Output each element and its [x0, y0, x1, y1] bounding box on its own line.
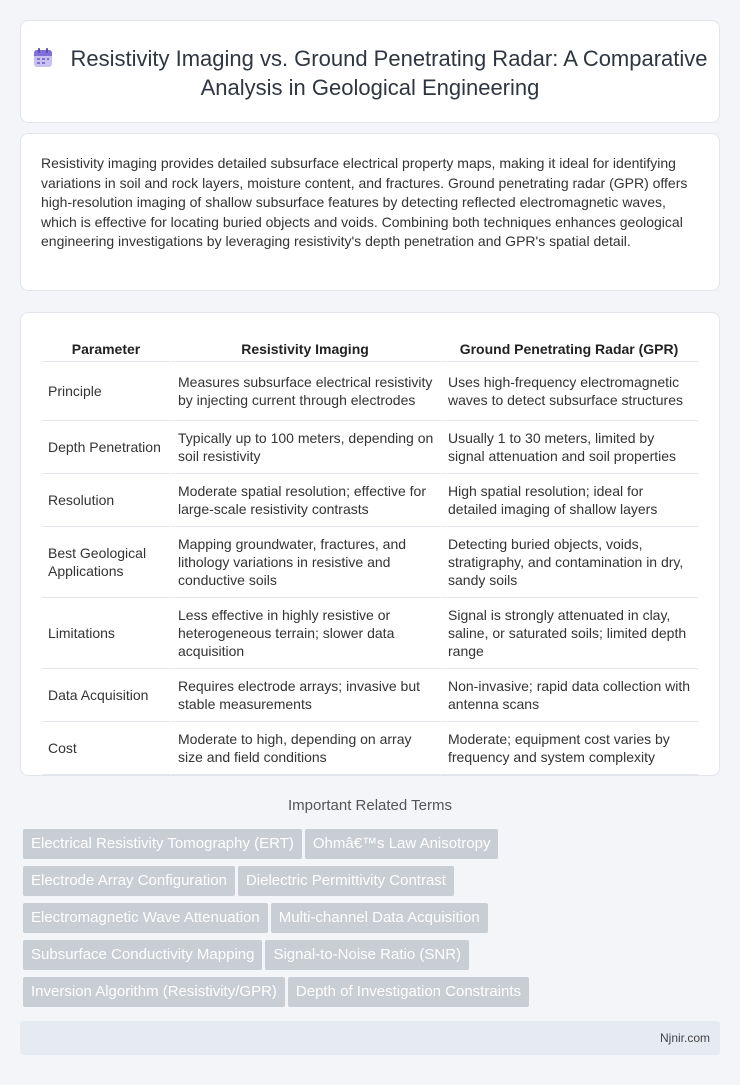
- table-row: [42, 361, 698, 420]
- row-gpr: Non-invasive; rapid data collection with antenna scans: [440, 668, 698, 721]
- footer: [20, 1021, 720, 1055]
- row-resistivity: Requires electrode arrays; invasive but stable measurements: [170, 668, 440, 721]
- row-parameter: Cost: [42, 721, 170, 775]
- related-terms: [23, 829, 723, 1014]
- term-tag[interactable]: Depth of Investigation Constraints: [288, 977, 529, 1007]
- calendar-icon: [32, 47, 54, 69]
- term-tag[interactable]: Electrode Array Configuration: [23, 866, 235, 896]
- term-tag[interactable]: Inversion Algorithm (Resistivity/GPR): [23, 977, 285, 1007]
- tag-row: [23, 940, 723, 977]
- tag-row: [23, 866, 723, 903]
- term-tag[interactable]: Electromagnetic Wave Attenuation: [23, 903, 268, 933]
- header-resistivity: Resistivity Imaging: [241, 341, 369, 357]
- row-resistivity: Moderate to high, depending on array size and field conditions: [170, 721, 440, 775]
- table-row: [42, 597, 698, 668]
- row-resistivity: Mapping groundwater, fractures, and lithology variations in resistive and conductive soils: [170, 526, 440, 597]
- comparison-table: [42, 333, 698, 775]
- row-gpr: Uses high-frequency electromagnetic waves to detect subsurface structures: [440, 361, 698, 420]
- row-gpr: Usually 1 to 30 meters, limited by signal attenuation and soil properties: [440, 420, 698, 473]
- term-tag[interactable]: Electrical Resistivity Tomography (ERT): [23, 829, 302, 859]
- row-gpr: Moderate; equipment cost varies by frequency and system complexity: [440, 721, 698, 775]
- row-gpr: Detecting buried objects, voids, stratigraphy, and contamination in dry, sandy soils: [440, 526, 698, 597]
- row-resistivity: Measures subsurface electrical resistivity by injecting current through electrodes: [170, 361, 440, 420]
- row-parameter: Depth Penetration: [42, 420, 170, 473]
- title-wrap: [21, 44, 719, 102]
- table-row: [42, 668, 698, 721]
- term-tag[interactable]: Ohmâ€™s Law Anisotropy: [305, 829, 499, 859]
- title-card: [20, 20, 720, 123]
- tag-row: [23, 829, 723, 866]
- row-parameter: Best Geological Applications: [42, 526, 170, 597]
- row-parameter: Limitations: [42, 597, 170, 668]
- row-parameter: Resolution: [42, 473, 170, 526]
- term-tag[interactable]: Signal-to-Noise Ratio (SNR): [265, 940, 469, 970]
- term-tag[interactable]: Multi-channel Data Acquisition: [271, 903, 488, 933]
- row-resistivity: Typically up to 100 meters, depending on soil resistivity: [170, 420, 440, 473]
- row-resistivity: Less effective in highly resistive or heterogeneous terrain; slower data acquisition: [170, 597, 440, 668]
- tag-row: [23, 977, 723, 1014]
- term-tag[interactable]: Subsurface Conductivity Mapping: [23, 940, 262, 970]
- footer-site[interactable]: Njnir.com: [659, 1031, 710, 1045]
- page-title-text: Resistivity Imaging vs. Ground Penetrating Radar: A Comparative Analysis in Geological Engineering: [70, 46, 708, 100]
- table-row: [42, 721, 698, 775]
- header-parameter: Parameter: [71, 341, 141, 357]
- header-gpr: Ground Penetrating Radar (GPR): [459, 341, 679, 357]
- row-parameter: Principle: [42, 361, 170, 420]
- table-row: [42, 526, 698, 597]
- related-terms-heading: Important Related Terms: [288, 797, 452, 814]
- intro-card: [20, 133, 720, 291]
- term-tag[interactable]: Dielectric Permittivity Contrast: [238, 866, 454, 896]
- table-row: [42, 473, 698, 526]
- tag-row: [23, 903, 723, 940]
- page-title: [21, 44, 719, 102]
- row-resistivity: Moderate spatial resolution; effective for large-scale resistivity contrasts: [170, 473, 440, 526]
- table-header-row: [42, 333, 698, 361]
- comparison-table-card: [20, 312, 720, 776]
- table-row: [42, 420, 698, 473]
- row-gpr: Signal is strongly attenuated in clay, saline, or saturated soils; limited depth range: [440, 597, 698, 668]
- row-gpr: High spatial resolution; ideal for detailed imaging of shallow layers: [440, 473, 698, 526]
- intro-paragraph: Resistivity imaging provides detailed subsurface electrical property maps, making it ideal for identifying variations in soil and rock layers, moisture content, and fractures. Ground penetrating radar (GPR) offers high-resolution imaging of shallow subsurface features by detecting reflected electromagnetic waves, which is effective for locating buried objects and voids. Combining both techniques enhances geological engineering investigations by leveraging resistivity's depth penetration and GPR's spatial detail.: [41, 155, 688, 250]
- row-parameter: Data Acquisition: [42, 668, 170, 721]
